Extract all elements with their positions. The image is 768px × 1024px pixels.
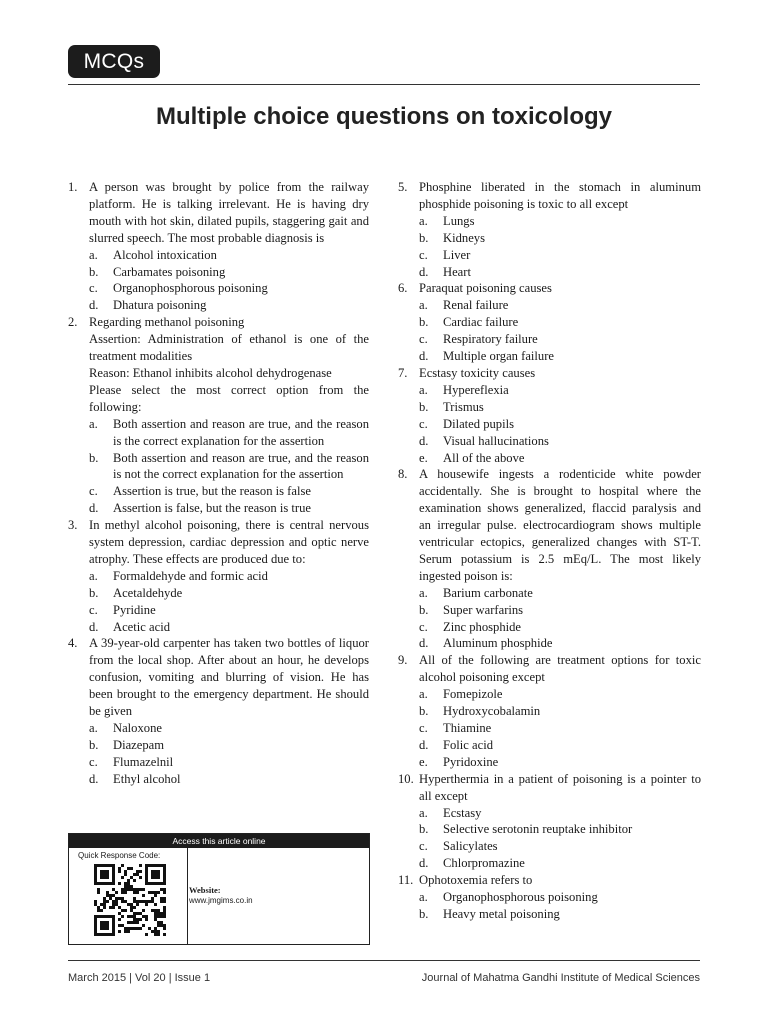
- answer-option: [419, 585, 701, 602]
- option-text: Selective serotonin reuptake inhibitor: [443, 822, 633, 837]
- option-text: Naloxone: [113, 721, 162, 735]
- option-letter: d.: [419, 636, 429, 651]
- answer-option: [419, 754, 701, 771]
- answer-option: [419, 450, 701, 467]
- answer-option: [419, 686, 701, 703]
- access-online-box: [68, 833, 370, 945]
- answer-option: [419, 703, 701, 720]
- option-text: Ecstasy: [443, 805, 482, 820]
- answer-option: [419, 230, 701, 247]
- question-text: Please select the most correct option from the following:: [89, 382, 369, 414]
- option-text: Pyridine: [113, 602, 156, 617]
- option-letter: a.: [419, 213, 428, 228]
- option-letter: b.: [89, 450, 99, 465]
- option-text: Barium carbonate: [443, 585, 533, 600]
- option-letter: a.: [89, 568, 98, 583]
- option-letter: a.: [419, 298, 428, 313]
- question-item: [398, 365, 701, 466]
- answer-option: [89, 737, 369, 754]
- option-text: Assertion is true, but the reason is false: [113, 484, 311, 499]
- option-letter: a.: [419, 687, 428, 702]
- website-cell: [188, 848, 369, 944]
- option-letter: b.: [419, 399, 429, 414]
- question-text: In methyl alcohol poisoning, there is central nervous system depression, cardiac depression and optic nerve atrophy. These effects are produced due to:: [89, 518, 369, 566]
- option-text: Both assertion and reason are true, and the reason is the correct explanation for the assertion: [113, 416, 369, 448]
- top-divider: [68, 84, 700, 85]
- option-letter: b.: [419, 602, 429, 617]
- bottom-divider: [68, 960, 700, 961]
- question-number: 2.: [68, 315, 78, 330]
- option-letter: d.: [419, 349, 429, 364]
- answer-option: [89, 771, 369, 788]
- answer-option: [419, 906, 701, 923]
- answer-option: [89, 483, 369, 500]
- qr-label: Quick Response Code:: [78, 851, 161, 860]
- option-text: Aluminum phosphide: [443, 636, 553, 651]
- answer-option: [89, 264, 369, 281]
- answer-option: [89, 247, 369, 264]
- option-text: Organophosphorous poisoning: [443, 890, 598, 905]
- answer-option: [89, 500, 369, 517]
- option-text: Alcohol intoxication: [113, 247, 217, 262]
- option-letter: a.: [419, 585, 428, 600]
- option-letter: b.: [89, 737, 99, 752]
- option-text: Carbamates poisoning: [113, 264, 226, 279]
- option-text: Dilated pupils: [443, 416, 515, 431]
- option-letter: a.: [419, 805, 428, 820]
- option-text: Hypereflexia: [443, 382, 509, 397]
- question-number: 6.: [398, 281, 408, 296]
- option-text: Kidneys: [443, 230, 485, 245]
- answer-option: [89, 297, 369, 314]
- option-text: Both assertion and reason are true, and the reason is not the correct explanation for the assertion: [113, 450, 369, 482]
- answer-option: [89, 619, 369, 636]
- answer-option: [89, 585, 369, 602]
- option-letter: e.: [419, 450, 428, 465]
- option-text: Fomepizole: [443, 687, 503, 702]
- answer-option: [89, 754, 369, 771]
- option-text: Salicylates: [443, 839, 498, 854]
- option-letter: c.: [89, 281, 98, 296]
- option-text: Heavy metal poisoning: [443, 906, 560, 921]
- option-text: Ethyl alcohol: [113, 771, 181, 786]
- option-letter: c.: [419, 332, 428, 347]
- option-text: Pyridoxine: [443, 754, 499, 769]
- question-body: [419, 466, 701, 652]
- option-letter: c.: [89, 754, 98, 769]
- question-text: Paraquat poisoning causes: [419, 281, 552, 296]
- answer-option: [419, 348, 701, 365]
- question-number: 11.: [398, 873, 414, 888]
- answer-option: [419, 635, 701, 652]
- question-text: Reason: Ethanol inhibits alcohol dehydrogenase: [89, 365, 332, 380]
- question-body: [89, 179, 369, 314]
- option-text: Lungs: [443, 213, 475, 228]
- option-letter: b.: [419, 315, 429, 330]
- option-text: Chlorpromazine: [443, 856, 525, 871]
- question-number: 7.: [398, 365, 408, 380]
- option-text: Formaldehyde and formic acid: [113, 568, 268, 583]
- option-text: Respiratory failure: [443, 332, 538, 347]
- option-letter: c.: [419, 839, 428, 854]
- question-text: Regarding methanol poisoning: [89, 315, 245, 330]
- option-letter: b.: [419, 704, 429, 719]
- question-item: [68, 517, 369, 635]
- option-letter: c.: [419, 247, 428, 262]
- question-text: A 39-year-old carpenter has taken two bottles of liquor from the local shop. After about an hour, he develops confusion, vomiting and blurring of vision. He has been brought to the emergency department. He should be given: [89, 636, 369, 719]
- question-number: 4.: [68, 636, 78, 651]
- answer-option: [419, 382, 701, 399]
- option-text: Dhatura poisoning: [113, 298, 207, 313]
- option-text: Organophosphorous poisoning: [113, 281, 268, 296]
- option-text: Flumazelnil: [113, 754, 174, 769]
- answer-option: [89, 450, 369, 484]
- option-text: Folic acid: [443, 737, 494, 752]
- question-item: [398, 872, 701, 923]
- option-letter: b.: [419, 822, 429, 837]
- option-letter: c.: [89, 484, 98, 499]
- page-title: Multiple choice questions on toxicology: [155, 103, 613, 130]
- section-badge: MCQs: [68, 45, 160, 78]
- option-text: Acetaldehyde: [113, 585, 183, 600]
- question-text: All of the following are treatment options for toxic alcohol poisoning except: [419, 653, 701, 685]
- option-text: Hydroxycobalamin: [443, 704, 541, 719]
- question-text: A person was brought by police from the railway platform. He is talking irrelevant. He is having dry mouth with hot skin, dilated pupils, staggering gait and slurred speech. The most probable diagnosis is: [89, 180, 369, 245]
- option-letter: a.: [89, 416, 98, 431]
- qr-cell: [69, 848, 188, 944]
- option-letter: b.: [89, 585, 99, 600]
- answer-option: [419, 213, 701, 230]
- option-letter: c.: [89, 602, 98, 617]
- option-letter: a.: [89, 247, 98, 262]
- option-letter: c.: [419, 721, 428, 735]
- footer-journal-name: Journal of Mahatma Gandhi Institute of Medical Sciences: [421, 972, 700, 984]
- question-item: [68, 314, 369, 517]
- question-text: A housewife ingests a rodenticide white powder accidentally. She is brought to hospital where the examination shows generalized, flaccid paralysis and an irregular pulse. electrocardiogram shows multiple ventricular ectopics, generalized changes with ST-T. Serum potassium is 2.5 mEq/L. The most likely ingested poison is:: [419, 467, 701, 583]
- access-box-heading: Access this article online: [69, 834, 369, 848]
- answer-option: [419, 399, 701, 416]
- question-number: 3.: [68, 518, 78, 533]
- question-item: [398, 179, 701, 280]
- option-letter: d.: [419, 264, 429, 279]
- option-text: Super warfarins: [443, 602, 524, 617]
- answer-option: [89, 568, 369, 585]
- answer-option: [419, 619, 701, 636]
- question-text: Ecstasy toxicity causes: [419, 365, 536, 380]
- option-text: All of the above: [443, 450, 525, 465]
- answer-option: [419, 720, 701, 737]
- left-column: [68, 179, 369, 788]
- option-letter: b.: [419, 230, 429, 245]
- option-letter: c.: [419, 619, 428, 634]
- answer-option: [89, 602, 369, 619]
- option-letter: d.: [419, 856, 429, 871]
- option-letter: e.: [419, 754, 428, 769]
- question-text: Hyperthermia in a patient of poisoning is a pointer to all except: [419, 771, 701, 803]
- option-text: Visual hallucinations: [443, 433, 549, 448]
- question-item: [68, 179, 369, 314]
- question-body: [419, 280, 701, 365]
- option-text: Heart: [443, 264, 471, 279]
- question-item: [398, 771, 701, 872]
- website-link[interactable]: www.jmgims.co.in: [189, 896, 253, 905]
- option-letter: d.: [419, 737, 429, 752]
- answer-option: [89, 416, 369, 450]
- answer-option: [419, 314, 701, 331]
- option-text: Liver: [443, 247, 471, 262]
- question-body: [419, 179, 701, 280]
- footer-issue-info: March 2015 | Vol 20 | Issue 1: [68, 972, 211, 984]
- option-letter: a.: [419, 382, 428, 397]
- answer-option: [89, 720, 369, 737]
- option-text: Renal failure: [443, 298, 509, 313]
- option-letter: c.: [419, 416, 428, 431]
- question-item: [398, 280, 701, 365]
- option-letter: a.: [89, 721, 98, 735]
- question-number: 5.: [398, 180, 408, 194]
- qr-code-icon[interactable]: [94, 864, 166, 936]
- website-label: Website:: [189, 885, 221, 895]
- option-text: Acetic acid: [113, 619, 170, 634]
- question-number: 10.: [398, 771, 414, 786]
- answer-option: [419, 602, 701, 619]
- question-body: [89, 314, 369, 517]
- option-letter: d.: [419, 433, 429, 448]
- question-body: [419, 652, 701, 770]
- answer-option: [419, 805, 701, 822]
- answer-option: [419, 838, 701, 855]
- answer-option: [419, 297, 701, 314]
- question-item: [398, 466, 701, 652]
- question-text: Phosphine liberated in the stomach in aluminum phosphide poisoning is toxic to all except: [419, 180, 701, 211]
- answer-option: [419, 821, 701, 838]
- option-letter: d.: [89, 298, 99, 313]
- question-item: [398, 652, 701, 770]
- answer-option: [419, 889, 701, 906]
- answer-option: [419, 737, 701, 754]
- answer-option: [89, 280, 369, 297]
- question-body: [89, 517, 369, 635]
- question-body: [419, 365, 701, 466]
- question-text: Ophotoxemia refers to: [419, 873, 533, 888]
- option-letter: d.: [89, 619, 99, 634]
- question-body: [419, 872, 701, 923]
- option-text: Assertion is false, but the reason is true: [113, 501, 311, 516]
- option-text: Zinc phosphide: [443, 619, 521, 634]
- answer-option: [419, 433, 701, 450]
- question-number: 8.: [398, 467, 408, 482]
- option-letter: b.: [89, 264, 99, 279]
- option-letter: a.: [419, 890, 428, 905]
- option-text: Trismus: [443, 399, 484, 414]
- question-body: [89, 635, 369, 787]
- option-text: Diazepam: [113, 737, 165, 752]
- answer-option: [419, 247, 701, 264]
- option-text: Multiple organ failure: [443, 349, 554, 364]
- option-text: Thiamine: [443, 721, 492, 735]
- option-letter: d.: [89, 501, 99, 516]
- option-letter: d.: [89, 771, 99, 786]
- question-text: Assertion: Administration of ethanol is one of the treatment modalities: [89, 332, 369, 364]
- answer-option: [419, 264, 701, 281]
- question-number: 1.: [68, 180, 78, 194]
- answer-option: [419, 855, 701, 872]
- option-letter: b.: [419, 906, 429, 921]
- answer-option: [419, 416, 701, 433]
- question-item: [68, 635, 369, 787]
- answer-option: [419, 331, 701, 348]
- question-body: [419, 771, 701, 872]
- question-number: 9.: [398, 653, 408, 668]
- right-column: [398, 179, 701, 923]
- option-text: Cardiac failure: [443, 315, 519, 330]
